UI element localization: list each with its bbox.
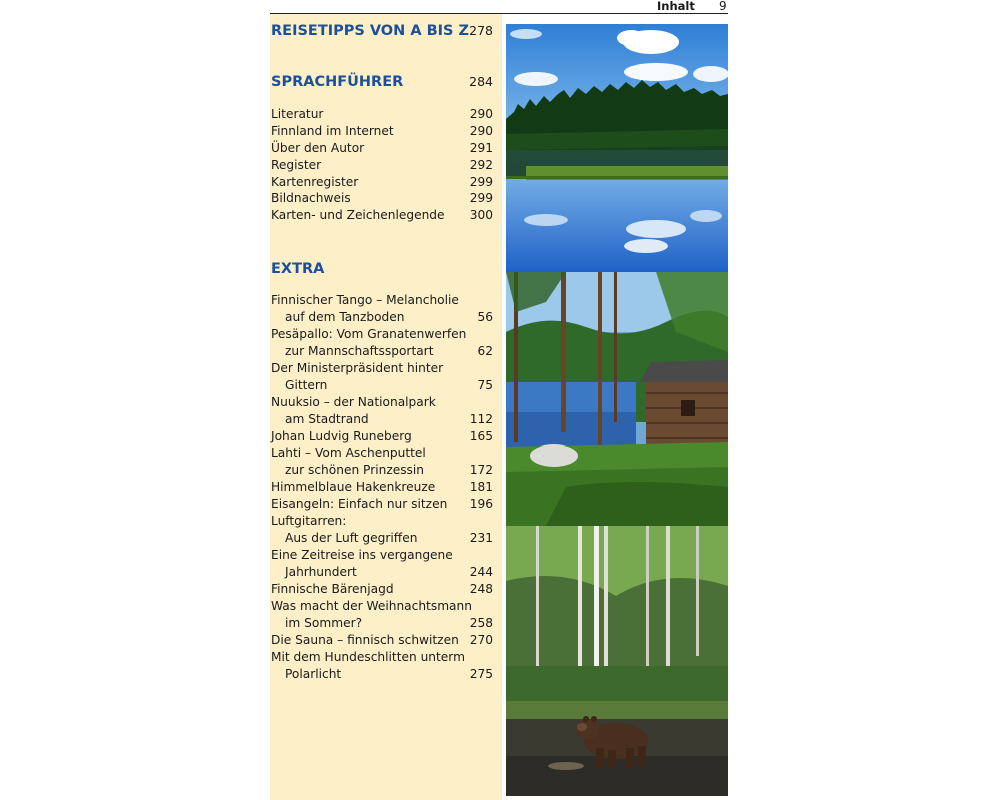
- entry-page: 244: [469, 565, 493, 579]
- extra-entry[interactable]: [271, 343, 493, 360]
- entry-text: auf dem Tanzboden: [285, 310, 405, 324]
- extra-entry[interactable]: [271, 598, 493, 615]
- entry-page: 56: [477, 310, 493, 324]
- entry-text: Die Sauna – finnisch schwitzen: [271, 633, 459, 647]
- entry-text: Was macht der Weihnachtsmann: [271, 599, 472, 613]
- toc-entry-literatur[interactable]: [271, 106, 493, 123]
- entry-page: 290: [469, 107, 493, 121]
- entry-text: Eine Zeitreise ins vergangene: [271, 548, 453, 562]
- entry-text: Polarlicht: [285, 667, 342, 681]
- extra-entry[interactable]: [271, 377, 493, 394]
- entry-page: 291: [469, 141, 493, 155]
- entry-text: im Sommer?: [285, 616, 363, 630]
- header-title: Inhalt: [657, 0, 695, 13]
- entry-page: 292: [469, 158, 493, 172]
- section-title: REISETIPPS VON A BIS Z: [271, 23, 470, 39]
- entry-text: Himmelblaue Hakenkreuze: [271, 480, 436, 494]
- entry-text: Finnland im Internet: [271, 124, 394, 138]
- extra-entry[interactable]: [271, 445, 493, 462]
- extra-entry[interactable]: [271, 462, 493, 479]
- entry-text: Mit dem Hundeschlitten unterm: [271, 650, 465, 664]
- entry-page: 299: [469, 175, 493, 189]
- entry-text: Karten- und Zeichenlegende: [271, 208, 445, 222]
- entry-text: Der Ministerpräsident hinter: [271, 361, 444, 375]
- entry-page: 275: [469, 667, 493, 681]
- entry-text: Kartenregister: [271, 175, 359, 189]
- extra-entry[interactable]: [271, 479, 493, 496]
- extra-entry[interactable]: [271, 513, 493, 530]
- entry-text: Jahrhundert: [285, 565, 357, 579]
- toc-entry-legende[interactable]: [271, 207, 493, 224]
- header-page-number: 9: [719, 0, 727, 13]
- entry-text: Eisangeln: Einfach nur sitzen: [271, 497, 448, 511]
- entry-page: 181: [469, 480, 493, 494]
- section-title: SPRACHFÜHRER: [271, 74, 404, 90]
- section-extra[interactable]: [271, 261, 496, 277]
- toc-entry-register[interactable]: [271, 157, 493, 174]
- extra-entry[interactable]: [271, 326, 493, 343]
- toc-entry-internet[interactable]: [271, 123, 493, 140]
- entry-page: 62: [477, 344, 493, 358]
- entry-page: 258: [469, 616, 493, 630]
- toc-entry-autor[interactable]: [271, 140, 493, 157]
- entry-text: am Stadtrand: [285, 412, 369, 426]
- section-reisetipps[interactable]: [271, 23, 496, 39]
- entry-page: 299: [469, 191, 493, 205]
- entry-text: Über den Autor: [271, 141, 365, 155]
- entry-page: 172: [469, 463, 493, 477]
- toc-entry-kartenregister[interactable]: [271, 174, 493, 191]
- entry-text: Gittern: [285, 378, 328, 392]
- extra-entry[interactable]: [271, 309, 493, 326]
- extra-entry[interactable]: [271, 292, 493, 309]
- section-page: 278: [469, 23, 493, 38]
- entry-page: 112: [469, 412, 493, 426]
- entry-page: 165: [469, 429, 493, 443]
- entry-page: 300: [469, 208, 493, 222]
- extra-entry[interactable]: [271, 615, 493, 632]
- extra-entry[interactable]: [271, 530, 493, 547]
- extra-entry[interactable]: [271, 496, 493, 513]
- extra-entry[interactable]: [271, 564, 493, 581]
- extra-entry[interactable]: [271, 666, 493, 683]
- extra-entry[interactable]: [271, 649, 493, 666]
- entry-text: Johan Ludvig Runeberg: [271, 429, 412, 443]
- extra-entry[interactable]: [271, 411, 493, 428]
- entry-text: Luftgitarren:: [271, 514, 347, 528]
- entry-text: Pesäpallo: Vom Granatenwerfen: [271, 327, 467, 341]
- section-page: 284: [469, 74, 493, 89]
- extra-entry[interactable]: [271, 581, 493, 598]
- photo-lake-forest: [506, 24, 728, 272]
- entry-text: Literatur: [271, 107, 324, 121]
- entry-page: 75: [477, 378, 493, 392]
- entry-page: 196: [469, 497, 493, 511]
- entry-page: 248: [469, 582, 493, 596]
- entry-text: Finnische Bärenjagd: [271, 582, 394, 596]
- photo-brown-bear: [506, 526, 728, 796]
- entry-text: zur schönen Prinzessin: [285, 463, 425, 477]
- entry-page: 231: [469, 531, 493, 545]
- extra-entry[interactable]: [271, 428, 493, 445]
- entry-text: Bildnachweis: [271, 191, 351, 205]
- entry-text: Nuuksio – der Nationalpark: [271, 395, 436, 409]
- entry-text: zur Mannschaftssportart: [285, 344, 434, 358]
- entry-page: 290: [469, 124, 493, 138]
- entry-text: Finnischer Tango – Melancholie: [271, 293, 459, 307]
- extra-entry[interactable]: [271, 632, 493, 649]
- photo-log-cabin: [506, 272, 728, 526]
- entry-page: 270: [469, 633, 493, 647]
- extra-entry[interactable]: [271, 394, 493, 411]
- entry-text: Aus der Luft gegriffen: [285, 531, 418, 545]
- section-title: EXTRA: [271, 261, 325, 277]
- extra-entry[interactable]: [271, 360, 493, 377]
- toc-entry-bildnachweis[interactable]: [271, 190, 493, 207]
- entry-text: Lahti – Vom Aschenputtel: [271, 446, 426, 460]
- section-sprachfuehrer[interactable]: [271, 74, 496, 90]
- extra-entry[interactable]: [271, 547, 493, 564]
- entry-text: Register: [271, 158, 322, 172]
